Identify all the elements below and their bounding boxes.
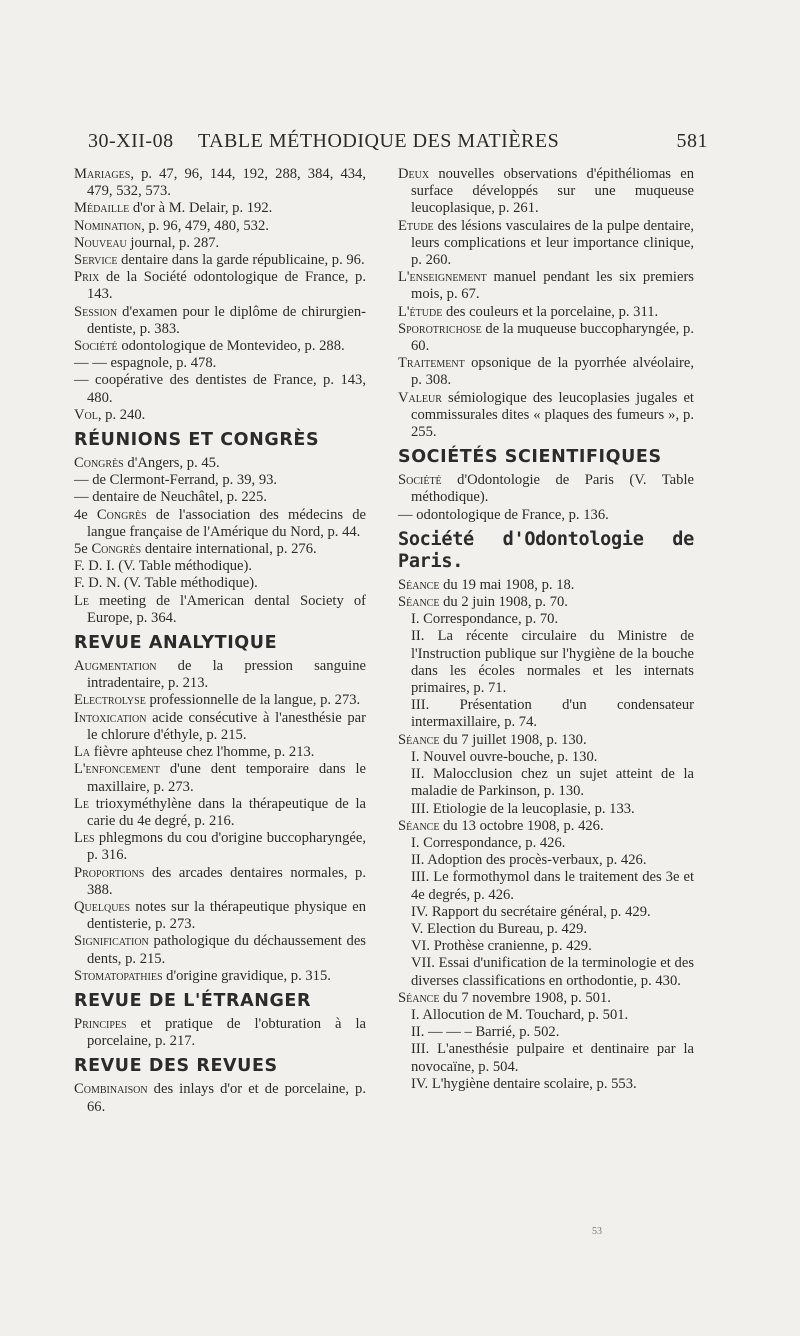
index-entry: Séance du 2 juin 1908, p. 70. (398, 594, 568, 611)
right-column (398, 166, 694, 1093)
index-entry: Séance du 13 octobre 1908, p. 426. (398, 817, 604, 834)
index-entry: IV. Rapport du secrétaire général, p. 429. (411, 903, 651, 920)
index-entry: III. Présentation d'un condensateur intermaxillaire, p. 74. (411, 697, 694, 731)
index-entry: — — espagnole, p. 478. (74, 355, 217, 372)
index-entry: Nouveau journal, p. 287. (74, 234, 220, 251)
index-entry: 5e Congrès dentaire international, p. 276. (74, 541, 317, 558)
index-entry: 4e Congrès de l'association des médecins de langue française de l'Amérique du Nord, p. 44. (74, 506, 366, 540)
index-entry: Principes et pratique de l'obturation à la porcelaine, p. 217. (74, 1015, 366, 1050)
section-heading: SOCIÉTÉS SCIENTIFIQUES (398, 447, 662, 468)
index-entry: Mariages, p. 47, 96, 144, 192, 288, 384, 434, 479, 532, 573. (74, 166, 366, 200)
index-entry: Augmentation de la pression sanguine intradentaire, p. 213. (74, 658, 366, 692)
page-number: 581 (676, 130, 708, 152)
index-entry: Intoxication acide consécutive à l'anesthésie par le chlorure d'éthyle, p. 215. (74, 709, 366, 743)
index-entry: Nomination, p. 96, 479, 480, 532. (74, 217, 269, 234)
index-entry: Séance du 19 mai 1908, p. 18. (398, 576, 575, 593)
index-entry: Prix de la Société odontologique de France, p. 143. (74, 269, 366, 303)
signature-mark: 53 (592, 1226, 602, 1237)
section-heading: REVUE DE L'ÉTRANGER (74, 990, 312, 1011)
index-entry: Le trioxyméthylène dans la thérapeutique de la carie du 4e degré, p. 216. (74, 795, 366, 829)
index-entry: Stomatopathies d'origine gravidique, p. 315. (74, 967, 331, 984)
index-entry: I. Nouvel ouvre-bouche, p. 130. (411, 748, 598, 765)
index-entry: Service dentaire dans la garde républicaine, p. 96. (74, 252, 365, 269)
index-entry: F. D. I. (V. Table méthodique). (74, 558, 253, 575)
index-entry: Session d'examen pour le diplôme de chirurgien-dentiste, p. 383. (74, 303, 366, 337)
index-entry: I. Allocution de M. Touchard, p. 501. (411, 1006, 629, 1023)
index-entry: VII. Essai d'unification de la terminologie et des diverses classifications en orthodontie, p. 430. (411, 955, 694, 989)
index-entry: Etude des lésions vasculaires de la pulpe dentaire, leurs complications et leur importance clinique, p. 260. (398, 217, 694, 269)
index-entry: II. — — – Barrié, p. 502. (411, 1024, 560, 1041)
index-entry: Combinaison des inlays d'or et de porcelaine, p. 66. (74, 1081, 366, 1115)
index-entry: III. Le formothymol dans le traitement des 3e et 4e degrés, p. 426. (411, 869, 694, 903)
index-entry: — odontologique de France, p. 136. (398, 506, 609, 523)
index-entry: I. Correspondance, p. 70. (411, 611, 559, 628)
index-entry: La fièvre aphteuse chez l'homme, p. 213. (74, 744, 315, 761)
index-entry: Congrès d'Angers, p. 45. (74, 455, 220, 472)
subsection-heading: Société d'Odontologie de Paris. (398, 528, 694, 572)
section-heading: REVUE ANALYTIQUE (74, 633, 278, 654)
index-entry: III. Etiologie de la leucoplasie, p. 133. (411, 800, 635, 817)
index-entry: II. Adoption des procès-verbaux, p. 426. (411, 852, 647, 869)
index-entry: Electrolyse professionnelle de la langue, p. 273. (74, 692, 361, 709)
index-entry: Séance du 7 juillet 1908, p. 130. (398, 731, 587, 748)
index-entry: Deux nouvelles observations d'épithéliomas en surface développés sur une muqueuse leucoplasique, p. 261. (398, 166, 694, 217)
index-entry: VI. Prothèse cranienne, p. 429. (411, 938, 592, 955)
header-title: TABLE MÉTHODIQUE DES MATIÈRES (198, 130, 560, 152)
index-entry: IV. L'hygiène dentaire scolaire, p. 553. (411, 1075, 637, 1092)
index-entry: — de Clermont-Ferrand, p. 39, 93. (74, 472, 278, 489)
section-heading: REVUE DES REVUES (74, 1056, 278, 1077)
left-column (74, 166, 366, 1116)
index-entry: Société d'Odontologie de Paris (V. Table méthodique). (398, 472, 694, 506)
index-entry: Séance du 7 novembre 1908, p. 501. (398, 989, 611, 1006)
header-date: 30-XII-08 (88, 130, 174, 152)
index-entry: L'enfoncement d'une dent temporaire dans le maxillaire, p. 273. (74, 761, 366, 795)
index-entry: Société odontologique de Montevideo, p. 288. (74, 338, 345, 355)
index-entry: I. Correspondance, p. 426. (411, 834, 566, 851)
index-entry: Le meeting de l'American dental Society of Europe, p. 364. (74, 592, 366, 626)
index-entry: II. Malocclusion chez un sujet atteint de la maladie de Parkinson, p. 130. (411, 766, 694, 800)
index-entry: F. D. N. (V. Table méthodique). (74, 575, 258, 592)
index-entry: — coopérative des dentistes de France, p. 143, 480. (74, 372, 366, 406)
section-heading: RÉUNIONS ET CONGRÈS (74, 430, 320, 451)
index-entry: V. Election du Bureau, p. 429. (411, 920, 588, 937)
index-entry: Signification pathologique du déchaussement des dents, p. 215. (74, 933, 366, 967)
index-entry: L'enseignement manuel pendant les six premiers mois, p. 67. (398, 269, 694, 303)
index-entry: L'étude des couleurs et la porcelaine, p. 311. (398, 303, 659, 320)
index-entry: II. La récente circulaire du Ministre de l'Instruction publique sur l'hygiène de la bouche dans les écoles normales et les internats primaires, p. 71. (411, 628, 694, 697)
index-entry: Quelques notes sur la thérapeutique physique en dentisterie, p. 273. (74, 898, 366, 933)
index-entry: III. L'anesthésie pulpaire et dentinaire par la novocaïne, p. 504. (411, 1041, 694, 1075)
index-entry: Proportions des arcades dentaires normales, p. 388. (74, 864, 366, 898)
index-entry: Sporotrichose de la muqueuse buccopharyngée, p. 60. (398, 320, 694, 355)
index-entry: Médaille d'or à M. Delair, p. 192. (74, 200, 273, 217)
index-entry: Les phlegmons du cou d'origine buccopharyngée, p. 316. (74, 830, 366, 864)
index-entry: Traitement opsonique de la pyorrhée alvéolaire, p. 308. (398, 355, 694, 389)
index-entry: Vol, p. 240. (74, 406, 146, 423)
index-entry: Valeur sémiologique des leucoplasies jugales et commissurales dites « plaques des fumeurs », p. 255. (398, 389, 694, 441)
index-entry: — dentaire de Neuchâtel, p. 225. (74, 489, 267, 506)
